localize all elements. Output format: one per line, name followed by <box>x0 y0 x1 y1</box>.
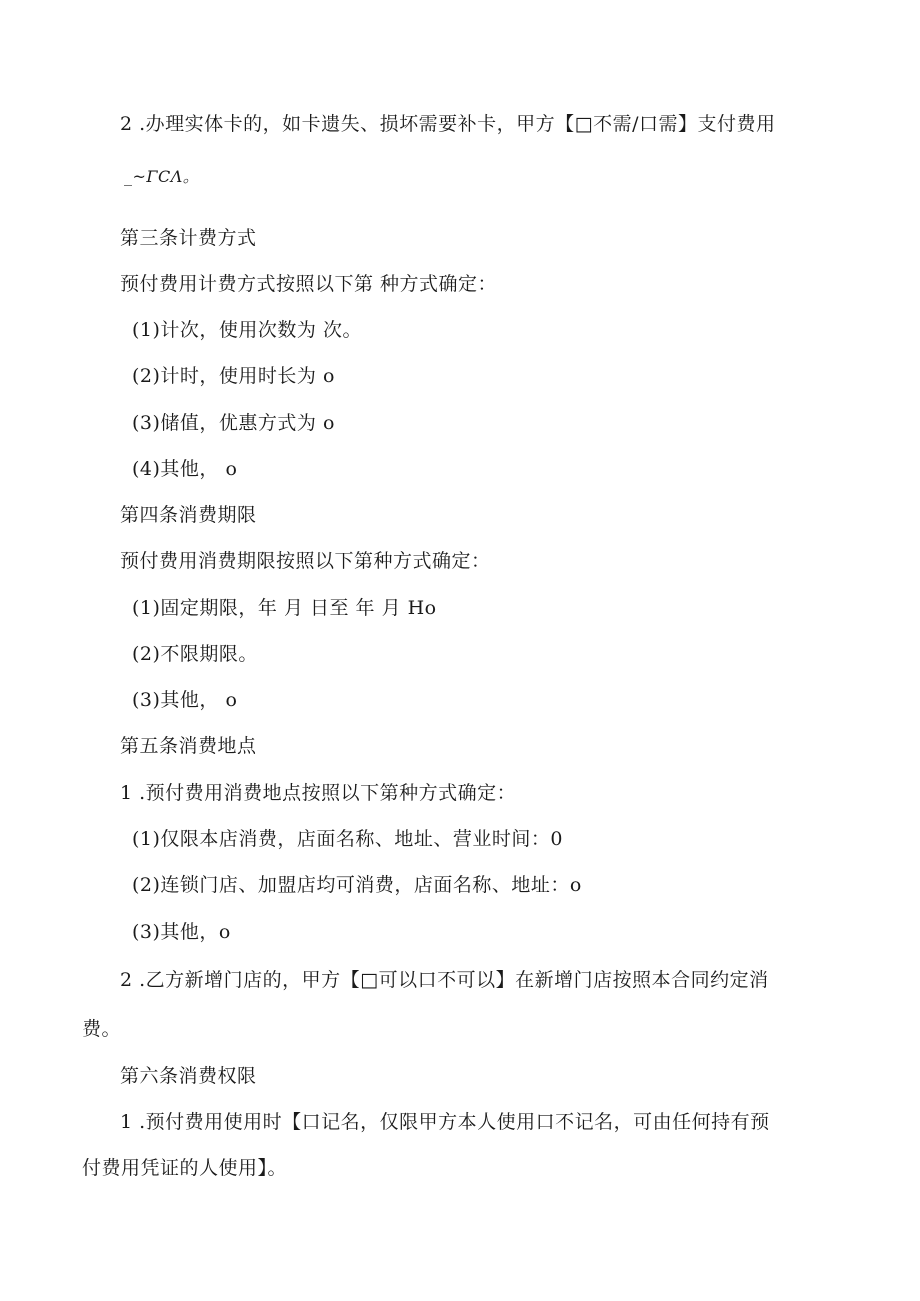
article-6-heading: 第六条消费权限 <box>120 1065 257 1087</box>
fee-blank: _~ΓCΛ。 <box>124 167 200 186</box>
article-3-option-4: (4)其他， o <box>132 458 238 480</box>
article-5-clause-1: 1 .预付费用消费地点按照以下第种方式确定： <box>120 782 517 804</box>
article-3-option-3: (3)储值，优惠方式为 o <box>132 412 335 434</box>
article-3-option-2: (2)计时，使用时长为 o <box>132 365 335 387</box>
article-6-clause-1-cont: 付费用凭证的人使用】。 <box>82 1157 288 1179</box>
article-4-heading: 第四条消费期限 <box>120 504 257 526</box>
article-3-heading: 第三条计费方式 <box>120 227 257 249</box>
article-4-intro: 预付费用消费期限按照以下第种方式确定： <box>120 550 491 572</box>
article-5-clause-2-cont: 费。 <box>82 1018 122 1040</box>
article-6-clause-1: 1 .预付费用使用时【口记名，仅限甲方本人使用口不记名，可由任何持有预 <box>120 1111 770 1133</box>
article-5-option-2: (2)连锁门店、加盟店均可消费，店面名称、地址：o <box>132 874 582 896</box>
article-5-option-1: (1)仅限本店消费，店面名称、地址、营业时间：0 <box>132 828 564 850</box>
article-4-option-3: (3)其他， o <box>132 689 238 711</box>
article-4-option-2: (2)不限期限。 <box>132 643 258 665</box>
article-5-clause-2: 2 .乙方新增门店的，甲方【□可以口不可以】在新增门店按照本合同约定消 <box>120 969 769 991</box>
article-3-intro: 预付费用计费方式按照以下第 种方式确定： <box>120 273 498 295</box>
article-5-option-3: (3)其他，o <box>132 921 231 943</box>
article-3-option-1: (1)计次，使用次数为 次。 <box>132 319 362 341</box>
article-5-heading: 第五条消费地点 <box>120 735 257 757</box>
clause-2-replacement-card: 2 .办理实体卡的，如卡遗失、损坏需要补卡，甲方【□不需/口需】支付费用 <box>120 113 776 135</box>
article-4-option-1: (1)固定期限，年 月 日至 年 月 Ho <box>132 597 437 619</box>
